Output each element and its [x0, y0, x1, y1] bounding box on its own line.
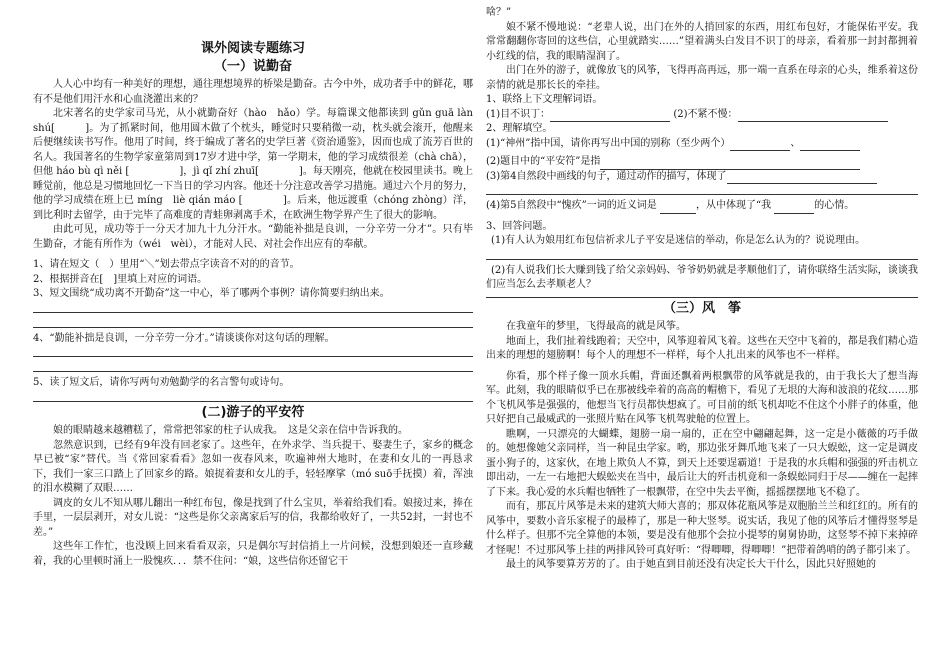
- section3-paragraph: 最土的风筝要算芳芳的了。由于她直到目前还没有决定长大干什么，因此只好照她的: [506, 559, 876, 570]
- answer-blank[interactable]: [730, 150, 790, 151]
- continued-text: 啥？”: [486, 7, 512, 18]
- section3-paragraph: 地面上，我们扯着线跑着；天空中，风筝迎着风飞着。这些在天空中飞着的，都是我们精心造出来的理想的翅膀啊！每个人的理想不一样样，每个人扎出来的风筝也不一样样。: [486, 335, 918, 361]
- section2-paragraph: 调皮的女儿不知从哪儿翻出一种红布包，像是找到了什么宝贝，举着给我们看。娘接过来，捧在手里，一层层剥开，对女儿说：“这些是你父亲离家后写的信，我都给收好了，一共52封，一封也不差。”: [33, 497, 473, 538]
- question-3-2: (2)有人说我们长大赚到钱了给父亲妈妈、爷爷奶奶就是孝顺他们了，请你联络生活实际，谈谈我们应当怎么去孝顺老人？: [486, 264, 918, 290]
- section2-heading: (二)游子的平安符: [201, 404, 305, 420]
- question-text: 的心情。: [814, 200, 855, 211]
- question-5: 5、读了短文后，请你写两句劝勉勤学的名言警句或诗句。: [33, 377, 290, 388]
- question-text: (2)题目中的“平安符”是指: [486, 156, 601, 167]
- section3-paragraph: 而有，那瓦片风筝是未来的建筑大师大喜的；那双体花瓶风筝是双胞胎兰兰和红红的。所有的风筝中，要数小音乐家棍子的最棒了，那是一种大竖琴。说实话，我见了他的风筝后才懂得竖琴是什么样子。但那不完全算他的本领，要是没有他那个会拉小提琴的舅舅协助，这竖琴不掉下来掉碎才怪呢！不过那风筝上挂的两排风铃可真好听：“得唧唧，得唧唧！”把带着鸽哨的鸽子都引来了。: [486, 501, 918, 556]
- section2-paragraph: 娘不紧不慢地说：“老辈人说，出门在外的人捎回家的东西，用红布包好，才能保佑平安。我常常翻翻你寄回的这些信，心里就踏实……”望着满头白发目不识丁的母亲，看着那一封封都拥着小红线的信，我的眼睛湿润了。: [486, 21, 918, 62]
- question-text: (4)第5自然段中“愧疚”一词的近义词是: [486, 200, 657, 211]
- answer-line[interactable]: [33, 302, 473, 313]
- answer-line[interactable]: [486, 249, 918, 260]
- answer-line[interactable]: [33, 317, 473, 328]
- answer-blank[interactable]: [727, 183, 877, 184]
- section2-paragraph: 出门在外的游子，就像放飞的风筝，飞得再高再远，那一端一直系在母亲的心头，维系着这份亲情的就是那长长的牵挂。: [486, 65, 918, 91]
- section2-paragraph: 这些年工作忙，也没顾上回来看看双亲，只是偶尔写封信捎上一片问候，没想到娘还一直珍藏着，我的心里顿时涌上一股愧疚．．．禁不住问：“娘，这些信你还留它干: [33, 541, 473, 567]
- question-3: 3、短文围绕“成功离不开勤奋”这一中心，举了哪两个事例？请你简要归纳出来。: [33, 288, 390, 299]
- answer-line[interactable]: [33, 391, 473, 402]
- question-group-1: 1、联络上下文理解词语。: [486, 94, 603, 105]
- question-2-1: (1)“神州”指中国，请你再写出中国的别称（至少两个） 、: [486, 137, 918, 152]
- question-1-1: [486, 108, 918, 123]
- question-2-3: [486, 170, 918, 185]
- question-group-3: 3、回答问题。: [486, 220, 553, 232]
- answer-line[interactable]: [486, 293, 918, 298]
- document-title: 课外阅读专题练习: [200, 41, 305, 56]
- question-group-2: 2、理解填空。: [486, 123, 553, 134]
- question-2-4: [486, 199, 918, 214]
- left-column: [33, 0, 473, 569]
- section1-paragraph: 北宋著名的史学家司马光，从小就勤奋好（hào hǎo）学。每篇课文他都读到 gǔn guā làn shú[ ]。为了抓紧时间，他用圆木做了个枕头，睡觉时只要稍微一动，枕头就会滚开，他醒来后便继续读书写作。他用了时间，终于编成了著名的史学巨著《资治通鉴》，因而也成了流芳百世的名人。我国著名的生物学家童第周到17岁才进中学，第一学期末，他的学习成绩很差（chà chā），但他 háo bù qì něi [ ]，jì qǐ zhí zhuī[ ]。每天刚亮，他就在校园里读书。晚上睡觉前，他总是习惯地回忆一下当日的学习内容。他还十分注意改善学习措施。通过六个月的努力，他的学习成绩在班上已 míng liè qián máo [ ]。后来，他远渡重（chóng zhòng）洋，到比利时去留学，由于完毕了高难度的青蛙卵剥离手术，在欧洲生物学界产生了很大的影响。: [33, 108, 473, 221]
- section1-paragraph: 人人心中均有一种美好的理想，通往理想境界的桥梁是勤奋。古今中外，成功者手中的鲜花，哪有不是他们用汗水和心血浇灌出来的？: [33, 79, 473, 105]
- section3-paragraph: 你看，那个样子像一顶水兵帽，背面还飘着两根飘带的风筝就是我的，由于我长大了想当海军。此刻，我的眼睛似乎已在那被线牵着的高高的帽檐下，看见了无垠的大海和波浪的花纹……那个飞机风筝是强强的，他想当飞行员都快想疯了。可目前的纸飞机却吃不住这个小胖子的体重，他只好把自己最威武的一张照片贴在风筝飞机驾驶舱的位置上。: [486, 370, 918, 425]
- question-2: 2、根据拼音在[ ]里填上对应的词语。: [33, 273, 208, 285]
- question-text: (3)第4自然段中画线的句子，通过动作的描写，体现了: [486, 170, 727, 182]
- answer-blank[interactable]: [550, 121, 670, 122]
- section2-paragraph: 忽然意识到，已经有9年没有回老家了。这些年，在外求学、当兵提干、娶妻生子，家乡的概念早已被“家”替代。当《常回家看看》忽如一夜春风来，吹遍神州大地时，在妻和女儿的一再恳求下，我们一家三口踏上了回家乡的路。娘捉着妻和女儿的手，轻轻摩挲（mó suō手抚摸）着，浑浊的泪水模糊了双眼……: [33, 439, 473, 494]
- question-1: 1、请在短文（ ）里用“＼”划去带点字读音不对的的音节。: [33, 259, 300, 270]
- section3-paragraph: 瞧啊，一只漂亮的大蝴蝶，翅膀一扇一扇的，正在空中翩翩起舞，这一定是小薇薇的巧手做的。她想像她父亲同样，当一种昆虫学家。哟，那边张牙舞爪地飞来了一只大蜈蚣，这一定是调皮蛋小狗子的，这家伙，在地上欺负人不算，到天上还要逞霸道！于是我的水兵帽和强强的歼击机立即出动，一左一右地把大蜈蚣夹在当中，最后让大的歼击机竟和一条蜈蚣同归于尽——缠在一起摔了下来。我心爱的水兵帽也牺牲了一根飘带，在空中失去平衡，摇摇摆摆地飞不稳了。: [486, 428, 918, 498]
- answer-blank[interactable]: [800, 150, 860, 151]
- answer-line[interactable]: [33, 361, 473, 372]
- question-text: (1)目不识丁：: [486, 108, 551, 120]
- question-3-1: (1)有人认为娘用红布包信祈求儿子平安是迷信的举动，你是怎么认为的？说说理由。: [491, 235, 866, 246]
- question-text: (1)“神州”指中国，请你再写出中国的别称（至少两个）: [486, 137, 731, 149]
- question-text: (2)不紧不慢：: [673, 108, 738, 120]
- answer-line[interactable]: [33, 346, 473, 357]
- section3-heading: （三）风 筝: [662, 300, 741, 316]
- answer-blank[interactable]: [738, 121, 888, 122]
- answer-blank[interactable]: [774, 213, 814, 214]
- question-4: 4、“勤能补拙是良训，一分辛劳一分才。”请谈谈你对这句话的理解。: [33, 332, 335, 344]
- section1-paragraph: 由此可见，成功等于一分天才加九十九分汗水。“勤能补拙是良训，一分辛劳一分才”。只有毕生勤奋，才能有所作为（wéi wèi），才能对人民、对社会作出应有的奉献。: [33, 224, 473, 250]
- answer-blank[interactable]: [660, 213, 696, 214]
- question-text: ，从中体现了“我: [695, 200, 772, 211]
- answer-line[interactable]: [486, 184, 918, 195]
- question-2-2: [486, 155, 918, 170]
- section1-heading: （一）说勤奋: [213, 58, 292, 74]
- right-column: [486, 0, 918, 573]
- section2-paragraph: 娘的眼睛越来越糟糕了，常常把邻家的柱子认成我。 这是父亲在信中告诉我的。: [53, 425, 408, 436]
- section3-paragraph: 在我童年的梦里，飞得最高的就是风筝。: [506, 321, 686, 332]
